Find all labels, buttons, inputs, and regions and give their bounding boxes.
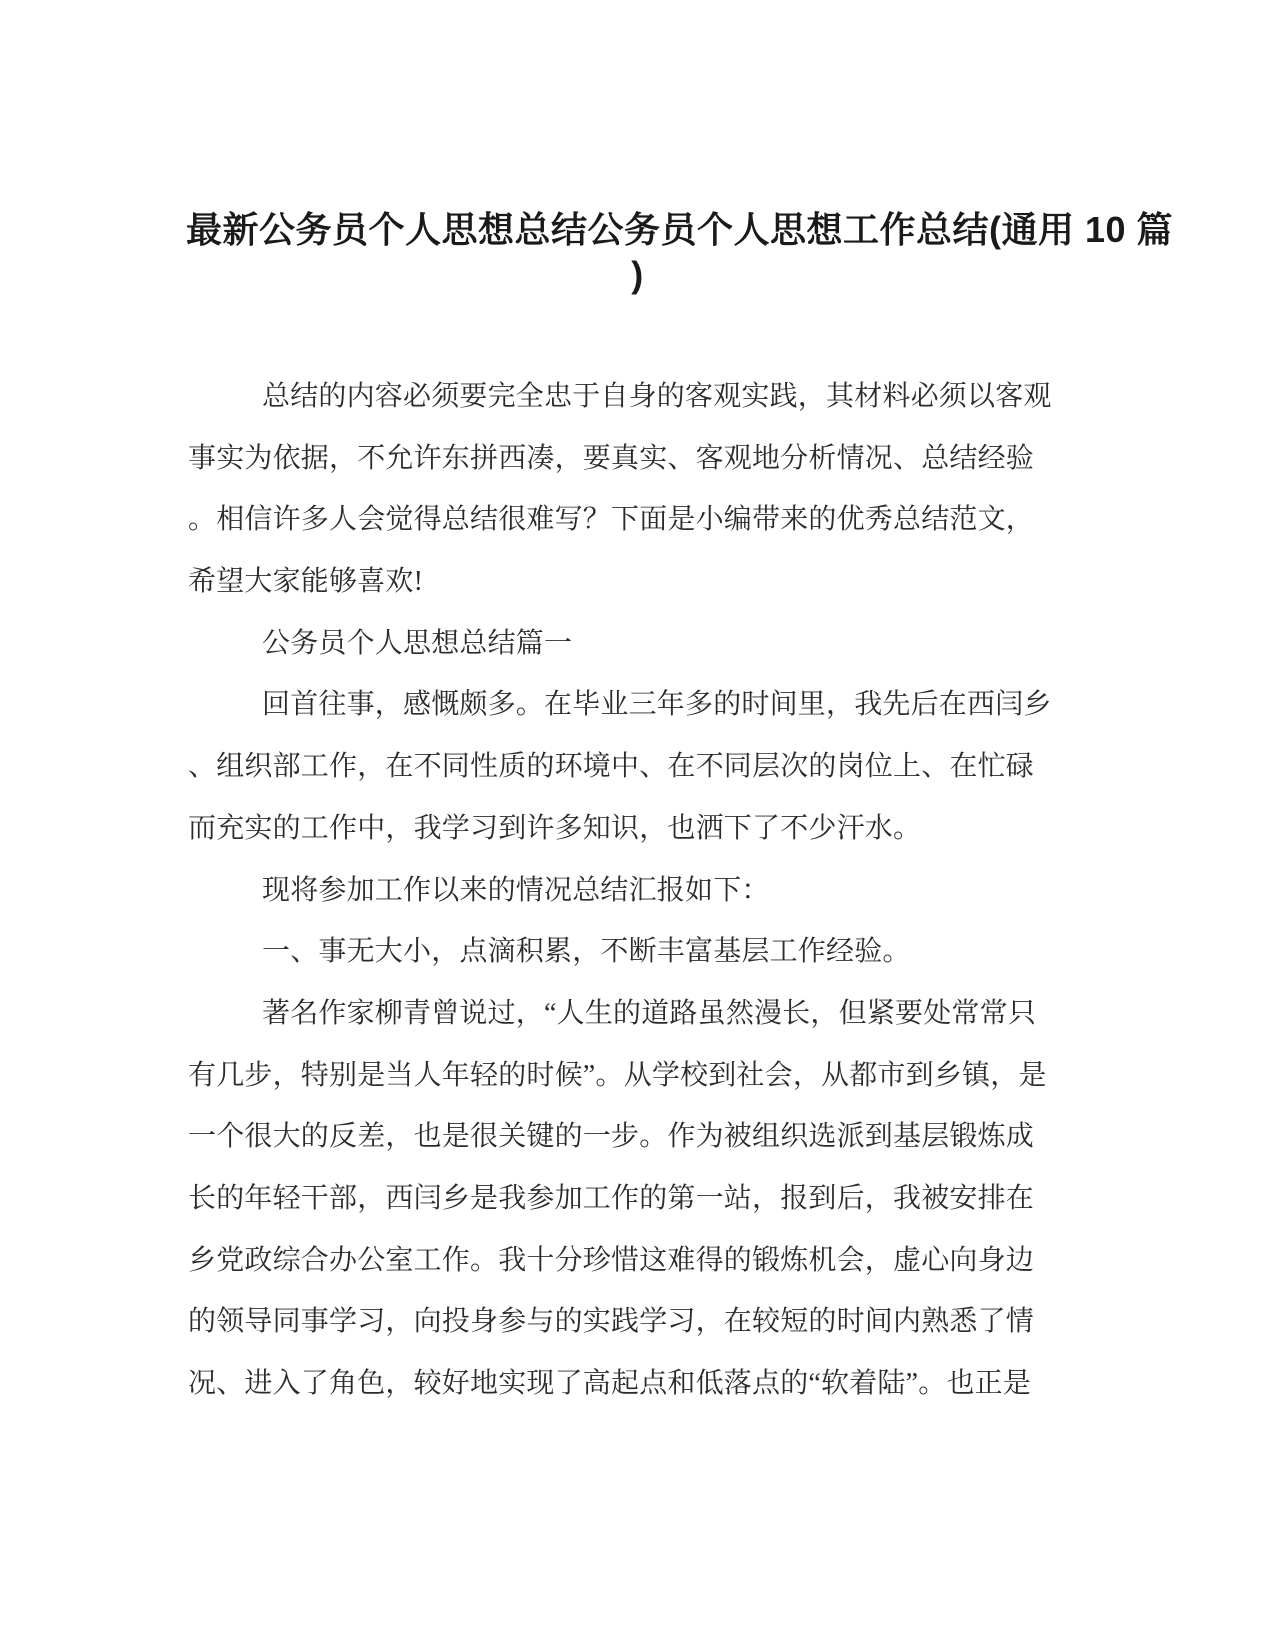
text-line: 一、事无大小，点滴积累，不断丰富基层工作经验。 [262, 936, 911, 968]
text-line: 希望大家能够喜欢! [188, 566, 424, 598]
text-line: 一个很大的反差，也是很关键的一步。作为被组织选派到基层锻炼成 [188, 1121, 1035, 1153]
text-line: 公务员个人思想总结篇一 [262, 627, 573, 659]
text-line: 。相信许多人会觉得总结很难写？下面是小编带来的优秀总结范文， [188, 504, 1035, 536]
text-line: 现将参加工作以来的情况总结汇报如下： [262, 874, 770, 906]
text-line: 的领导同事学习，向投身参与的实践学习，在较短的时间内熟悉了情 [188, 1306, 1035, 1338]
text-line: 乡党政综合办公室工作。我十分珍惜这难得的锻炼机会，虚心向身边 [188, 1244, 1035, 1276]
text-line: 著名作家柳青曾说过，“人生的道路虽然漫长，但紧要处常常只 [262, 997, 1037, 1029]
page-title [186, 207, 1174, 297]
text-line: 总结的内容必须要完全忠于自身的客观实践，其材料必须以客观 [262, 381, 1052, 412]
document-body [188, 366, 1093, 1415]
text-line: 、组织部工作，在不同性质的环境中、在不同层次的岗位上、在忙碌 [188, 751, 1035, 783]
text-line: 事实为依据，不允许东拼西凑，要真实、客观地分析情况、总结经验 [188, 442, 1035, 474]
text-line: 而充实的工作中，我学习到许多知识，也洒下了不少汗水。 [188, 812, 922, 844]
text-line: 况、进入了角色，较好地实现了高起点和低落点的“软着陆”。也正是 [188, 1368, 1032, 1399]
text-line: 长的年轻干部，西闫乡是我参加工作的第一站，报到后，我被安排在 [188, 1182, 1035, 1214]
text-line: 回首往事，感慨颇多。在毕业三年多的时间里，我先后在西闫乡 [262, 689, 1052, 721]
page-title-line-1: 最新公务员个人思想总结公务员个人思想工作总结(通用 10 篇 [186, 209, 1174, 250]
text-line: 有几步，特别是当人年轻的时候”。从学校到社会，从都市到乡镇，是 [188, 1059, 1047, 1091]
page-title-line-2: ) [631, 254, 644, 295]
